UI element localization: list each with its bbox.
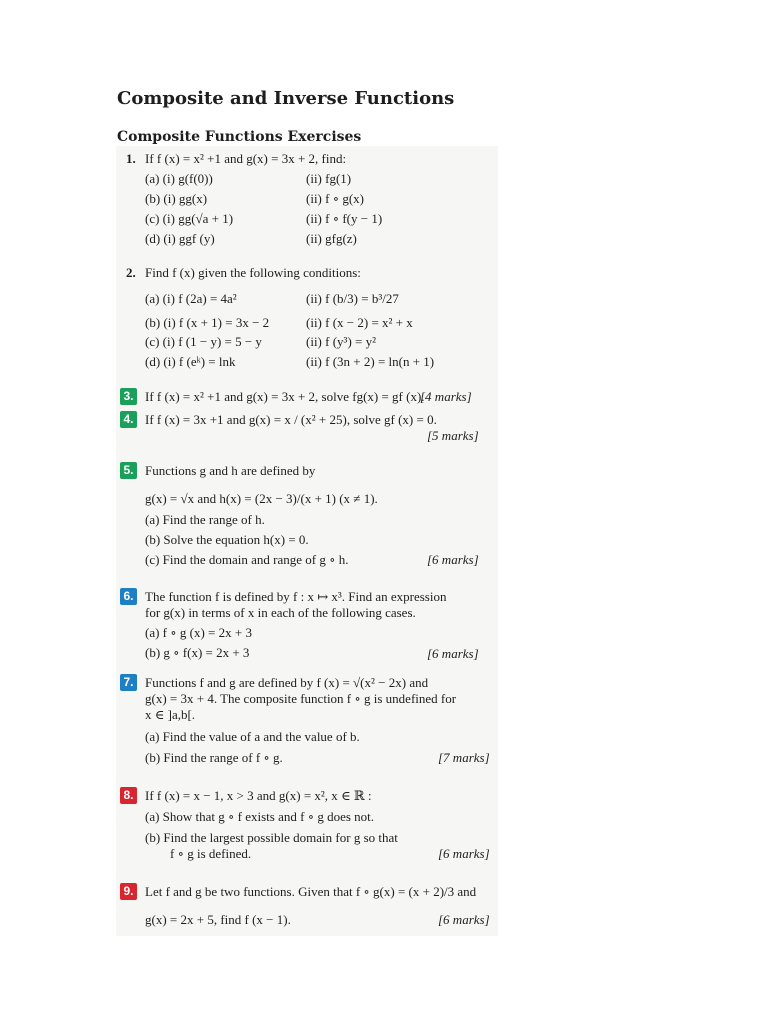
section-subtitle: Composite Functions Exercises — [117, 129, 362, 145]
q2-stem: Find f (x) given the following conditions: — [145, 265, 361, 280]
q4-badge: 4. — [120, 411, 137, 428]
q6-line1: The function f is defined by f : x ↦ x³. Find an expression — [145, 589, 447, 604]
q5-stem: Functions g and h are defined by — [145, 463, 316, 478]
q6-badge: 6. — [120, 588, 137, 605]
q8-marks: [6 marks] — [438, 846, 490, 861]
q9-line1: Let f and g be two functions. Given that f ∘ g(x) = (x + 2)/3 and — [145, 884, 477, 899]
q3-badge: 3. — [120, 388, 137, 405]
q5-part-b: (b) Solve the equation h(x) = 0. — [145, 532, 309, 547]
q3-text: If f (x) = x² +1 and g(x) = 3x + 2, solve fg(x) = gf (x). — [145, 389, 425, 404]
q1-c-ii: (ii) f ∘ f(y − 1) — [306, 211, 383, 226]
q1-a-ii: (ii) fg(1) — [306, 171, 352, 186]
q1-a-i: (a) (i) g(f(0)) — [145, 171, 213, 186]
q2-a-ii: (ii) f (b/3) = b³/27 — [306, 291, 399, 306]
q1-c-i: (c) (i) gg(√a + 1) — [145, 211, 234, 226]
q2-c-i: (c) (i) f (1 − y) = 5 − y — [145, 334, 262, 349]
q9-line2: g(x) = 2x + 5, find f (x − 1). — [145, 912, 291, 927]
page-title: Composite and Inverse Functions — [117, 88, 455, 109]
q1-d-ii: (ii) gfg(z) — [306, 231, 357, 246]
q2-number: 2. — [126, 265, 136, 280]
q6-part-b: (b) g ∘ f(x) = 2x + 3 — [145, 645, 250, 660]
q8-badge: 8. — [120, 787, 137, 804]
q8-part-b-line1: (b) Find the largest possible domain for g so that — [145, 830, 398, 845]
q2-d-i: (d) (i) f (eᵏ) = lnk — [145, 354, 236, 369]
q4-marks: [5 marks] — [427, 428, 479, 443]
q7-marks: [7 marks] — [438, 750, 490, 765]
q5-part-c: (c) Find the domain and range of g ∘ h. — [145, 552, 349, 567]
q1-d-i: (d) (i) ggf (y) — [145, 231, 215, 246]
q9-marks: [6 marks] — [438, 912, 490, 927]
q3-marks: [4 marks] — [420, 389, 472, 404]
q5-badge: 5. — [120, 462, 137, 479]
q5-part-a: (a) Find the range of h. — [145, 512, 265, 527]
q7-line1: Functions f and g are defined by f (x) = √(x² − 2x) and — [145, 675, 429, 690]
q4-text: If f (x) = 3x +1 and g(x) = x / (x² + 25), solve gf (x) = 0. — [145, 412, 437, 427]
q2-b-i: (b) (i) f (x + 1) = 3x − 2 — [145, 315, 270, 330]
q6-line2: for g(x) in terms of x in each of the following cases. — [145, 605, 416, 620]
q8-part-a: (a) Show that g ∘ f exists and f ∘ g does not. — [145, 809, 375, 824]
q1-b-ii: (ii) f ∘ g(x) — [306, 191, 364, 206]
q1-stem: If f (x) = x² +1 and g(x) = 3x + 2, find: — [145, 151, 347, 166]
q7-line3: x ∈ ]a,b[. — [145, 707, 196, 722]
q2-b-ii: (ii) f (x − 2) = x² + x — [306, 315, 413, 330]
q2-a-i: (a) (i) f (2a) = 4a² — [145, 291, 237, 306]
q2-c-ii: (ii) f (y³) = y² — [306, 334, 376, 349]
q1-number: 1. — [126, 151, 136, 166]
q7-part-a: (a) Find the value of a and the value of b. — [145, 729, 360, 744]
q7-line2: g(x) = 3x + 4. The composite function f ∘ g is undefined for — [145, 691, 457, 706]
q8-line1: If f (x) = x − 1, x > 3 and g(x) = x², x ∈ ℝ : — [145, 788, 372, 803]
q2-d-ii: (ii) f (3n + 2) = ln(n + 1) — [306, 354, 435, 369]
q5-marks: [6 marks] — [427, 552, 479, 567]
q8-part-b-line2: f ∘ g is defined. — [170, 846, 252, 861]
q5-definition: g(x) = √x and h(x) = (2x − 3)/(x + 1) (x ≠ 1). — [145, 491, 378, 506]
q9-badge: 9. — [120, 883, 137, 900]
q1-b-i: (b) (i) gg(x) — [145, 191, 208, 206]
q6-part-a: (a) f ∘ g (x) = 2x + 3 — [145, 625, 252, 640]
q6-marks: [6 marks] — [427, 646, 479, 661]
q7-part-b: (b) Find the range of f ∘ g. — [145, 750, 283, 765]
q7-badge: 7. — [120, 674, 137, 691]
